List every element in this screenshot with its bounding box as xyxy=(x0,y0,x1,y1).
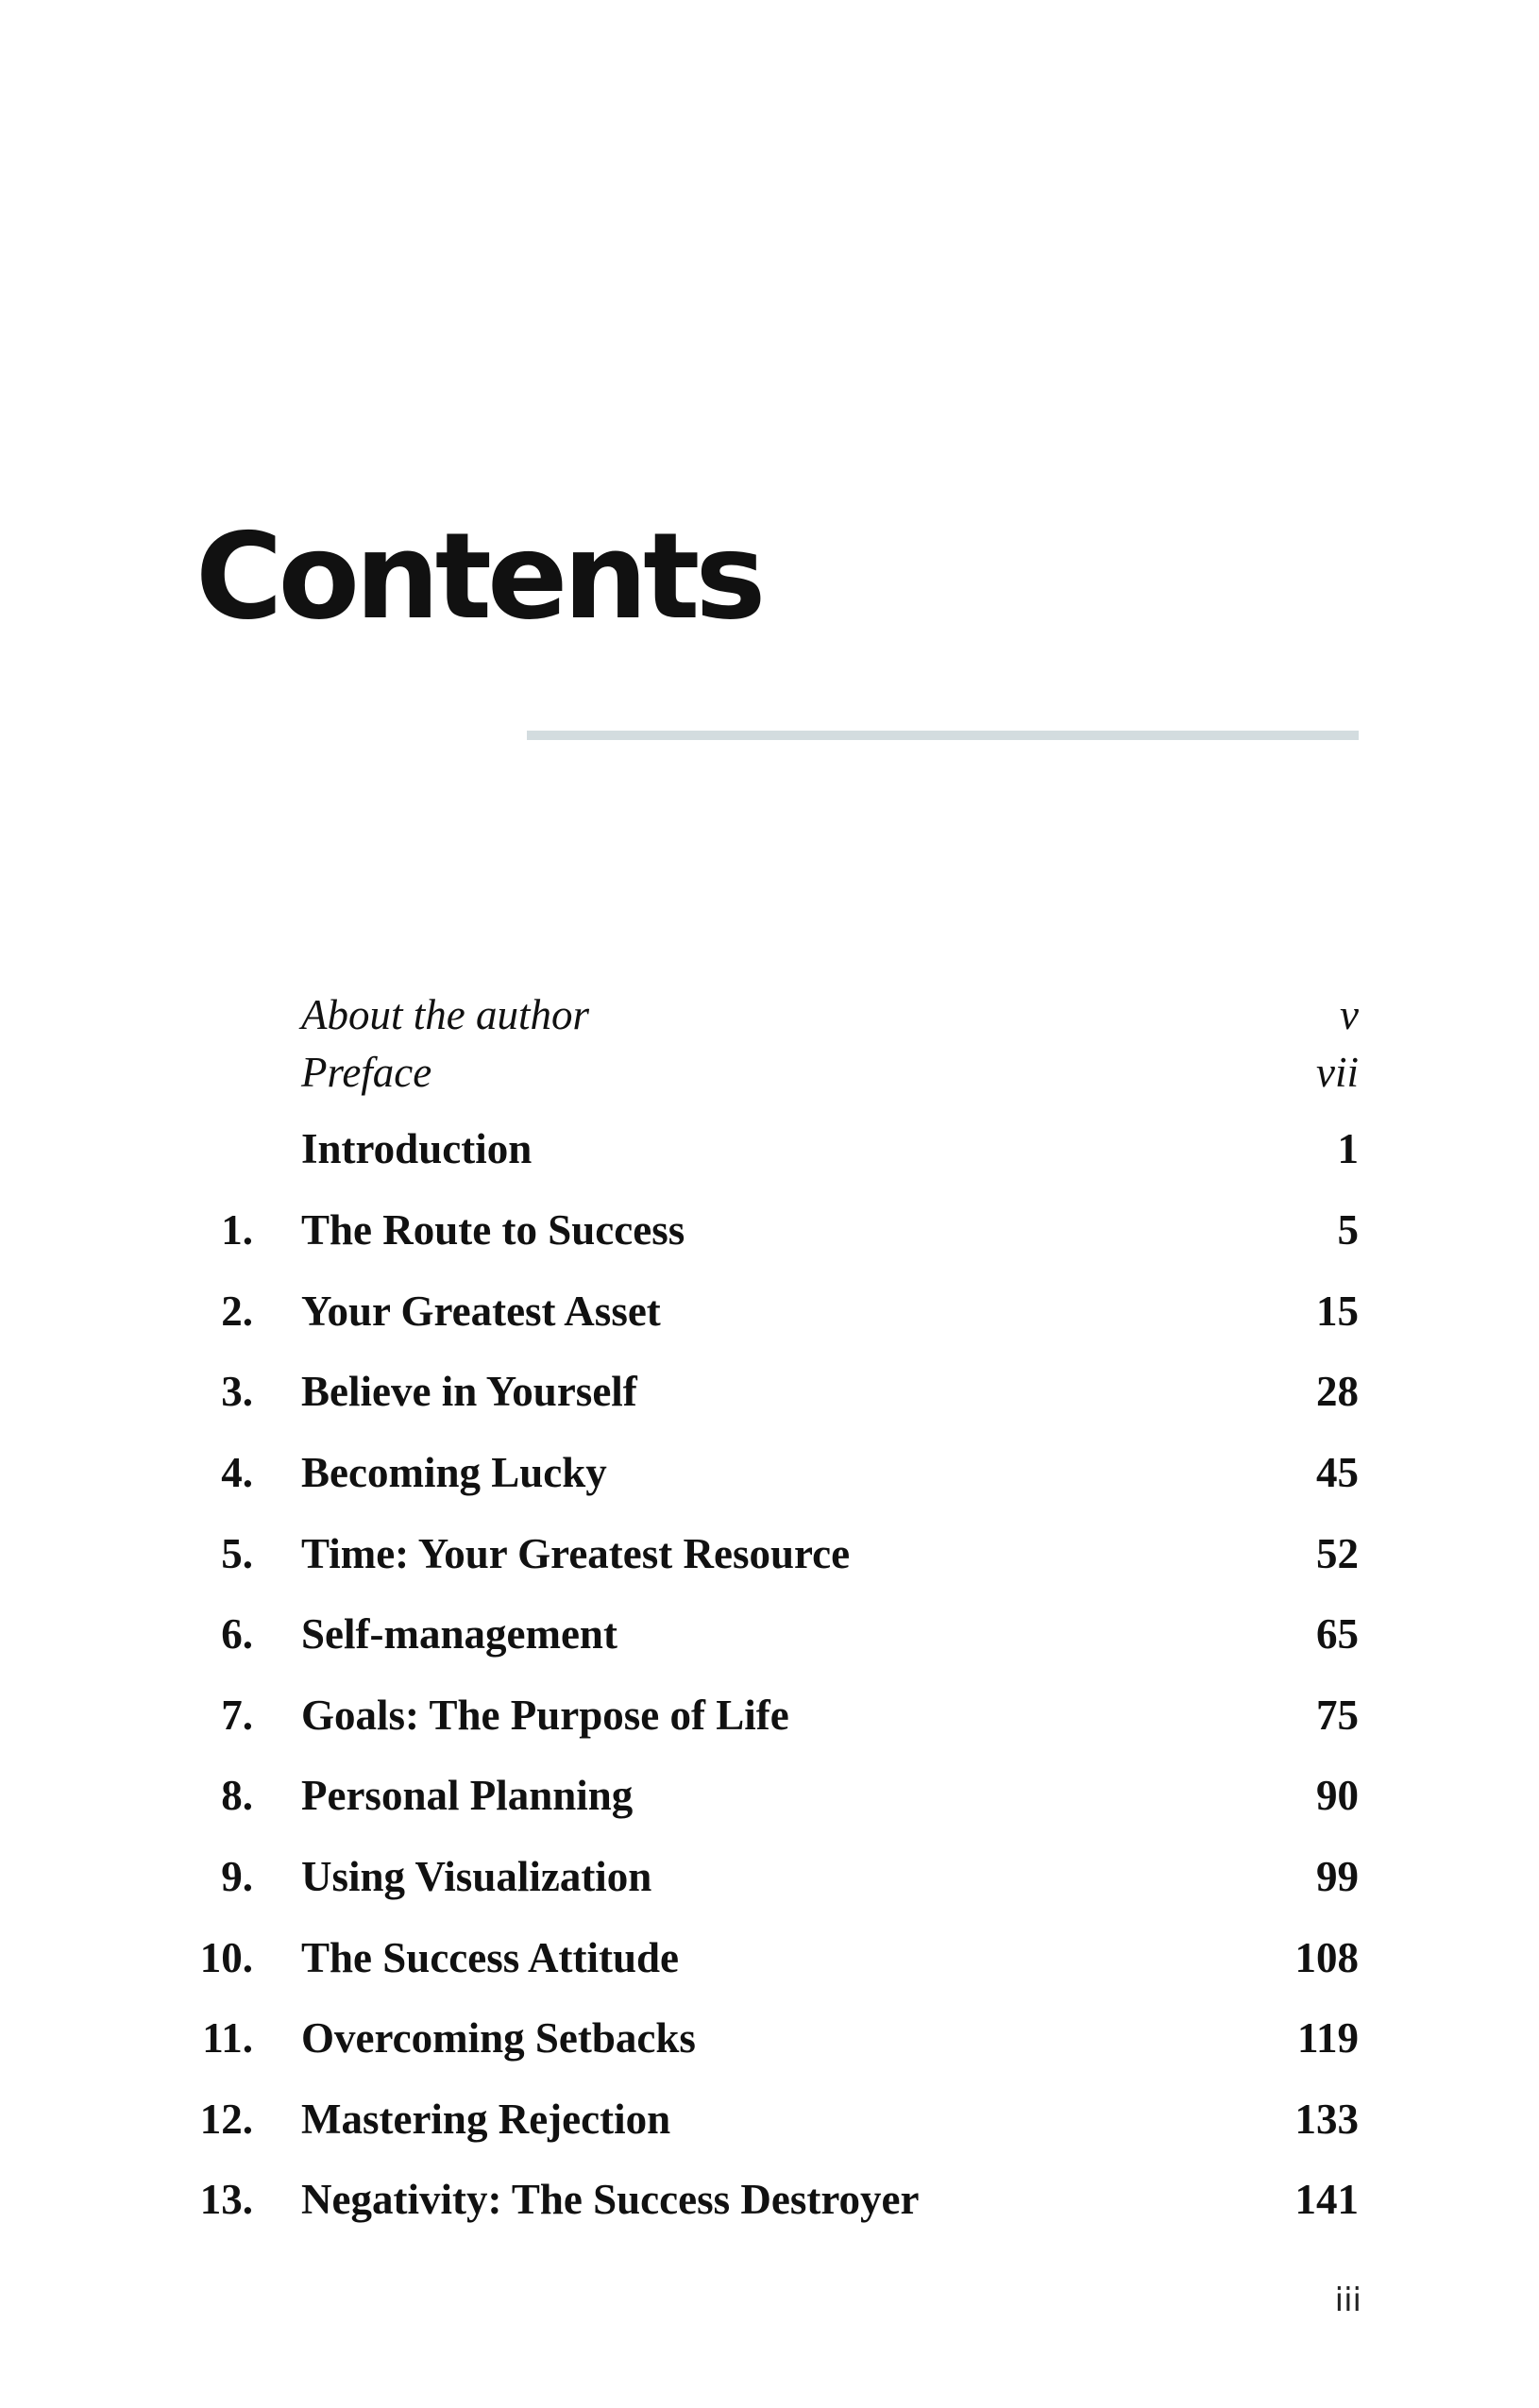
toc-entry-page: 119 xyxy=(1296,2014,1359,2062)
toc-entry-title: Time: Your Greatest Resource xyxy=(301,1530,851,1577)
toc-entry-chapter-7[interactable] xyxy=(0,1687,1539,1743)
toc-entry-number: 8. xyxy=(221,1772,253,1819)
page-number: iii xyxy=(1334,2282,1361,2319)
toc-entry-title: The Route to Success xyxy=(301,1206,685,1254)
toc-entry-number: 11. xyxy=(202,2014,253,2062)
toc-entry-chapter-4[interactable] xyxy=(0,1444,1539,1501)
toc-entry-title: Introduction xyxy=(301,1125,533,1172)
toc-entry-title: Preface xyxy=(301,1049,432,1096)
toc-entry-number: 2. xyxy=(221,1288,253,1335)
toc-entry-page: 5 xyxy=(1337,1206,1359,1254)
toc-entry-chapter-9[interactable] xyxy=(0,1848,1539,1905)
page-title: Contents xyxy=(195,507,762,646)
toc-entry-page: v xyxy=(1340,991,1359,1038)
toc-entry-number: 4. xyxy=(221,1449,253,1496)
toc-entry-number: 13. xyxy=(199,2176,253,2223)
toc-entry-title: About the author xyxy=(301,991,589,1038)
toc-front-preface[interactable] xyxy=(0,1044,1539,1101)
toc-entry-title: Self-management xyxy=(301,1610,617,1658)
toc-entry-number: 3. xyxy=(221,1368,253,1415)
toc-entry-chapter-8[interactable] xyxy=(0,1767,1539,1824)
toc-entry-number: 9. xyxy=(221,1853,253,1900)
toc-entry-page: 1 xyxy=(1337,1125,1359,1172)
toc-entry-title: Goals: The Purpose of Life xyxy=(301,1692,789,1739)
toc-entry-page: 90 xyxy=(1316,1772,1359,1819)
toc-entry-title: Believe in Yourself xyxy=(301,1368,637,1415)
toc-entry-chapter-2[interactable] xyxy=(0,1283,1539,1339)
toc-entry-title: Personal Planning xyxy=(301,1772,634,1819)
title-rule xyxy=(527,731,1359,740)
toc-entry-title: The Success Attitude xyxy=(301,1934,680,1981)
toc-entry-page: 52 xyxy=(1316,1530,1359,1577)
toc-entry-chapter-10[interactable] xyxy=(0,1929,1539,1986)
toc-entry-number: 7. xyxy=(221,1692,253,1739)
toc-entry-title: Mastering Rejection xyxy=(301,2096,671,2143)
toc-entry-title: Negativity: The Success Destroyer xyxy=(301,2176,920,2223)
toc-entry-number: 1. xyxy=(221,1206,253,1254)
toc-entry-page: 108 xyxy=(1294,1934,1359,1981)
toc-entry-chapter-13[interactable] xyxy=(0,2171,1539,2228)
toc-entry-page: 28 xyxy=(1316,1368,1359,1415)
toc-entry-chapter-1[interactable] xyxy=(0,1202,1539,1258)
toc-entry-number: 6. xyxy=(221,1610,253,1658)
toc-entry-chapter-11[interactable] xyxy=(0,2010,1539,2066)
toc-entry-chapter-5[interactable] xyxy=(0,1525,1539,1582)
toc-entry-number: 10. xyxy=(199,1934,253,1981)
toc-entry-page: 133 xyxy=(1294,2096,1359,2143)
toc-entry-page: 75 xyxy=(1316,1692,1359,1739)
toc-entry-title: Becoming Lucky xyxy=(301,1449,607,1496)
toc-entry-page: 141 xyxy=(1294,2176,1359,2223)
toc-entry-title: Overcoming Setbacks xyxy=(301,2014,696,2062)
toc-entry-number: 12. xyxy=(199,2096,253,2143)
toc-entry-page: 45 xyxy=(1316,1449,1359,1496)
toc-entry-introduction[interactable] xyxy=(0,1120,1539,1177)
toc-entry-number: 5. xyxy=(221,1530,253,1577)
toc-entry-chapter-12[interactable] xyxy=(0,2091,1539,2147)
toc-entry-title: Your Greatest Asset xyxy=(301,1288,661,1335)
toc-entry-page: 99 xyxy=(1316,1853,1359,1900)
toc-front-about-author[interactable] xyxy=(0,986,1539,1043)
toc-entry-title: Using Visualization xyxy=(301,1853,652,1900)
toc-entry-page: vii xyxy=(1316,1049,1359,1096)
toc-entry-page: 65 xyxy=(1316,1610,1359,1658)
toc-entry-chapter-3[interactable] xyxy=(0,1363,1539,1420)
toc-entry-page: 15 xyxy=(1316,1288,1359,1335)
toc-entry-chapter-6[interactable] xyxy=(0,1606,1539,1662)
